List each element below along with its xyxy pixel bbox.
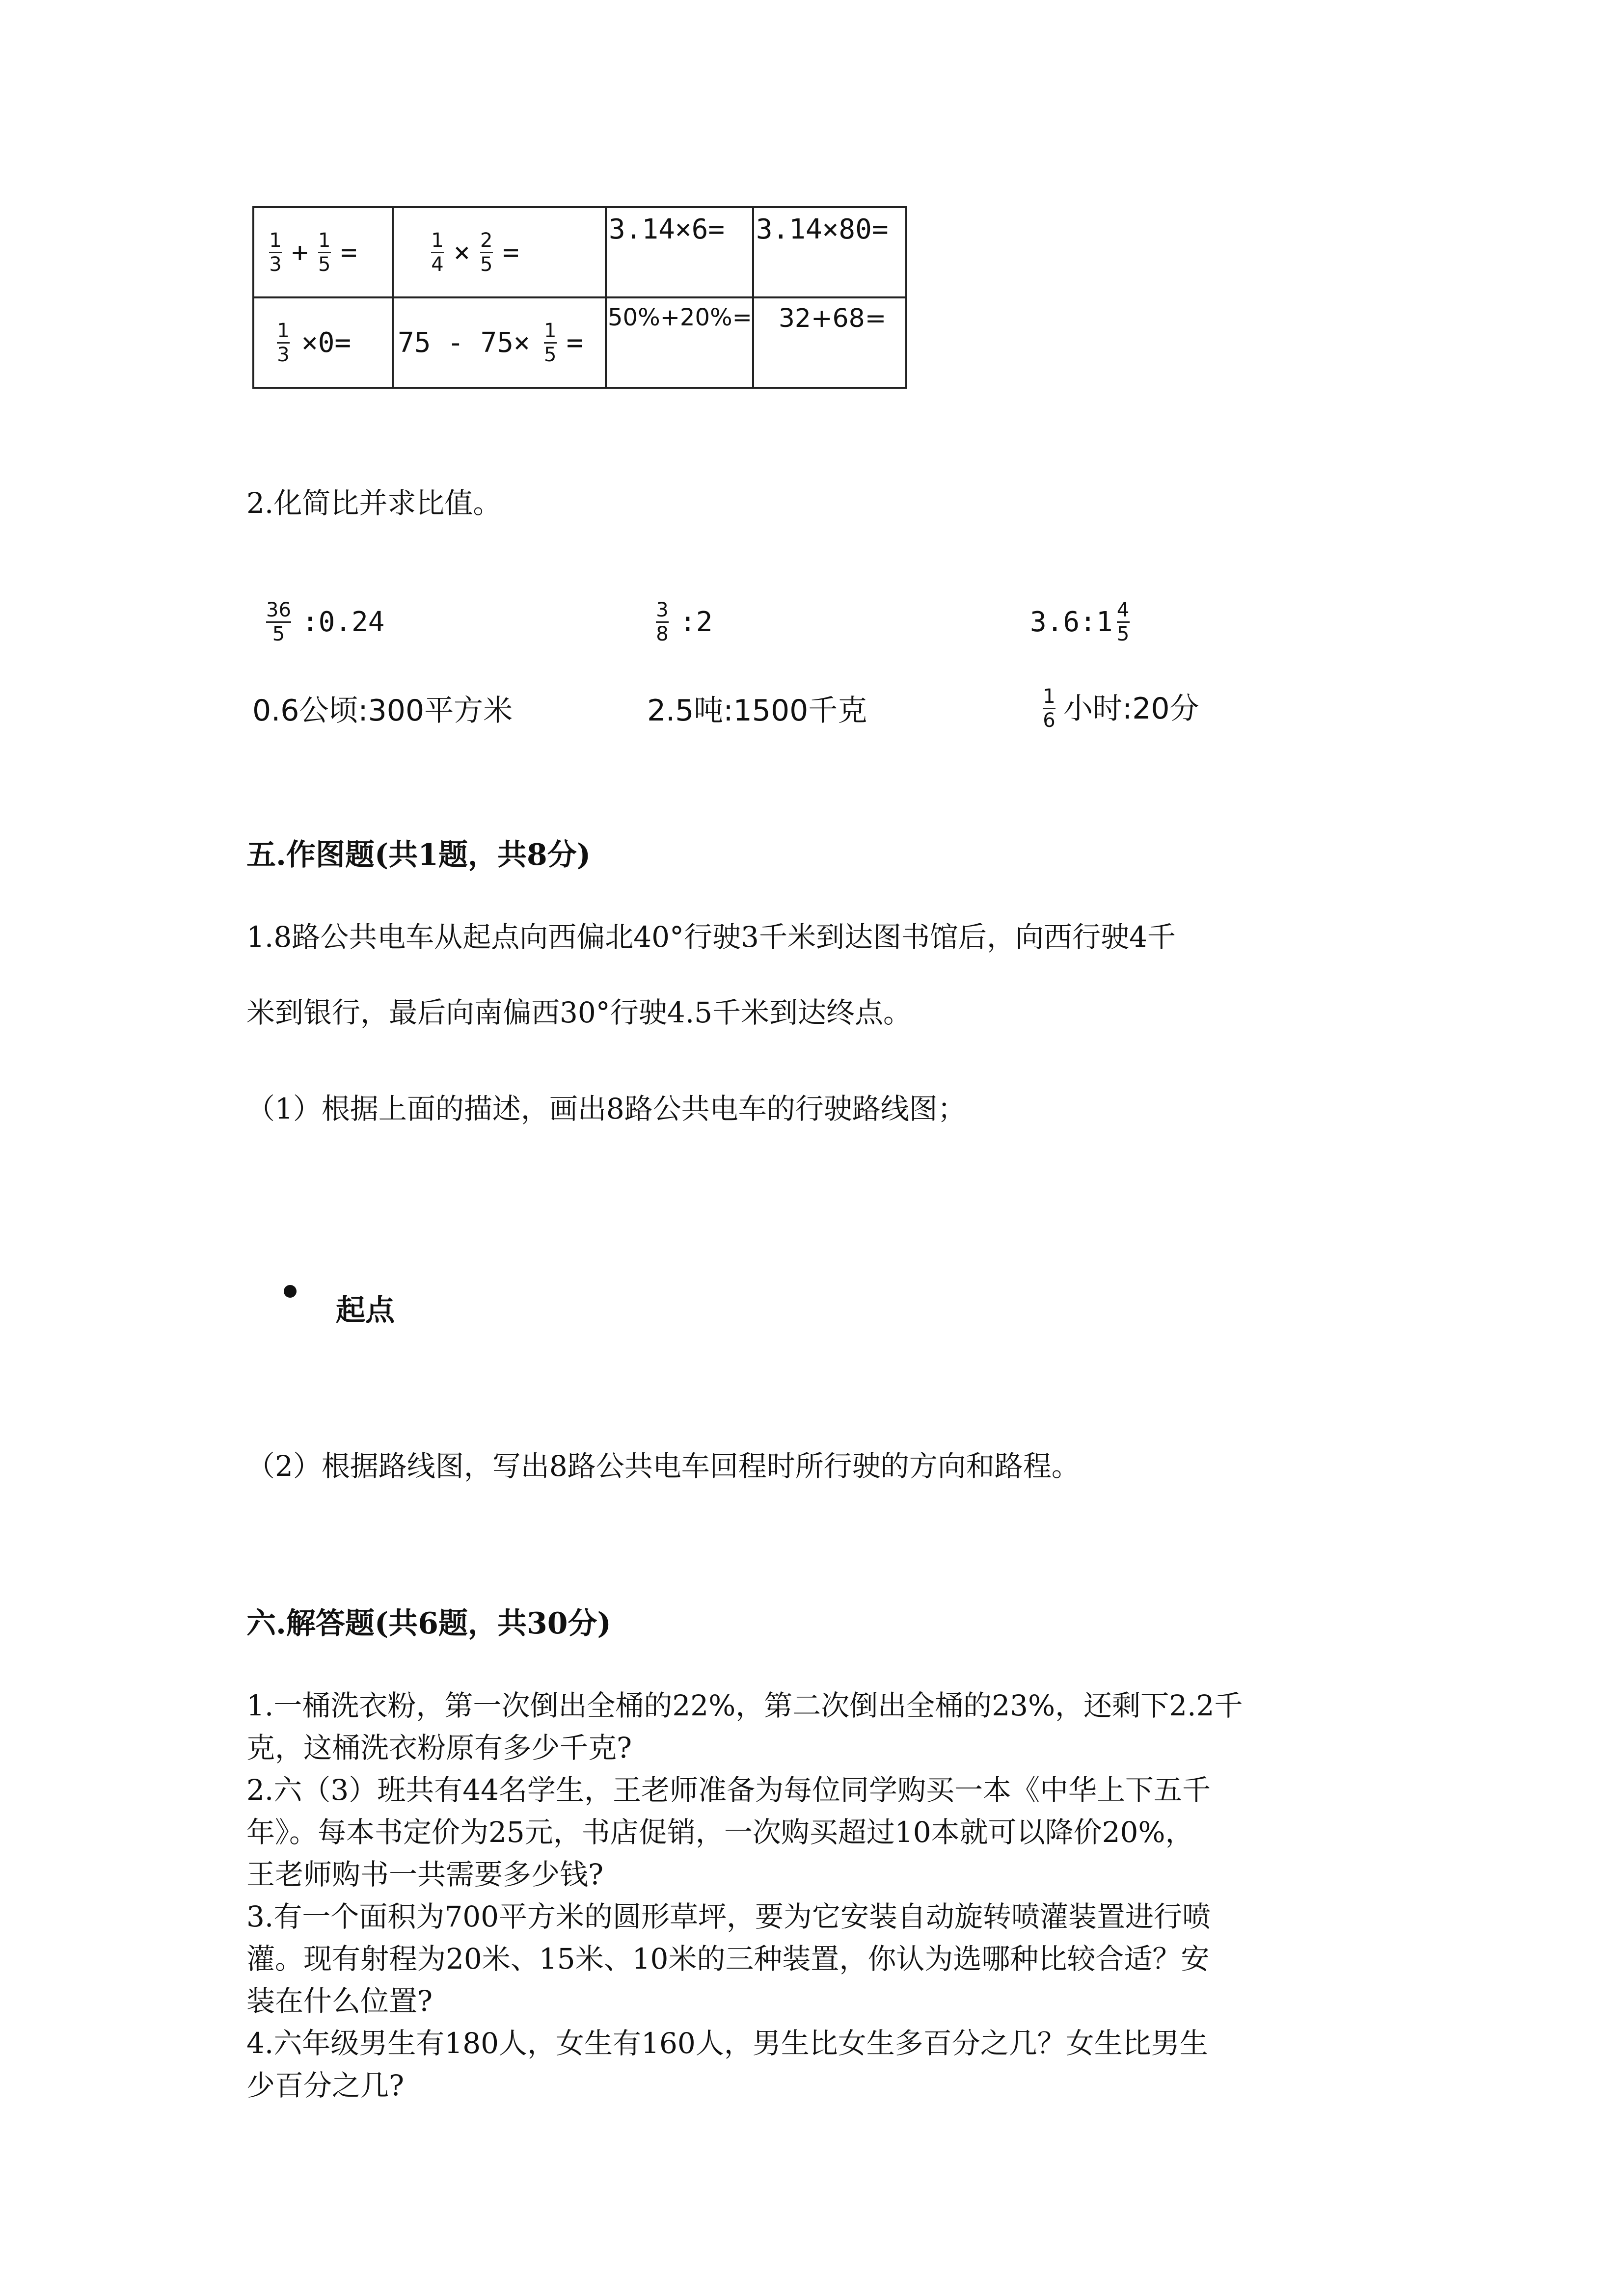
table-cell: $\frac{1}{3}$ + $\frac{1}{5}$ = bbox=[253, 207, 393, 297]
fraction: $\frac{1}{6}$ bbox=[1043, 685, 1056, 732]
question-title: 2.化简比并求比值。 bbox=[246, 486, 502, 520]
table-row bbox=[253, 297, 906, 388]
question-line: 年》。每本书定价为25元，书店促销，一次购买超过10本就可以降价20%， bbox=[246, 1815, 1194, 1849]
question-text: 1.8路公共电车从起点向西偏北40°行驶3千米到达图书馆后，向西行驶4千 bbox=[246, 920, 1176, 954]
table-row bbox=[253, 207, 906, 297]
fraction: $\frac{4}{5}$ bbox=[1116, 599, 1130, 645]
section-heading: 五.作图题(共1题，共8分) bbox=[246, 838, 591, 872]
question-line: 4.六年级男生有180人，女生有160人，男生比女生多百分之几？女生比男生 bbox=[246, 2027, 1208, 2060]
table-cell: $\frac{1}{4}$ × $\frac{2}{5}$ = bbox=[393, 207, 606, 297]
question-line: 3.有一个面积为700平方米的圆形草坪，要为它安装自动旋转喷灌装置进行喷 bbox=[246, 1900, 1211, 1933]
start-label: 起点 bbox=[336, 1293, 395, 1328]
fraction: $\frac{36}{5}$ bbox=[266, 599, 291, 645]
question-line: 1.一桶洗衣粉，第一次倒出全桶的22%，第二次倒出全桶的23%，还剩下2.2千 bbox=[246, 1689, 1243, 1722]
question-text: 米到银行，最后向南偏西30°行驶4.5千米到达终点。 bbox=[246, 996, 912, 1029]
fraction: $\frac{1}{5}$ bbox=[318, 229, 331, 276]
fraction: $\frac{2}{5}$ bbox=[480, 229, 493, 276]
question-line: 装在什么位置? bbox=[246, 1984, 433, 2018]
start-point-marker bbox=[284, 1285, 297, 1298]
question-part: （2）根据路线图，写出8路公共电车回程时所行驶的方向和路程。 bbox=[246, 1449, 1080, 1483]
table-cell: 3.14×6= bbox=[606, 207, 753, 297]
table-cell: 3.14×80= bbox=[753, 207, 906, 297]
calc-table bbox=[252, 206, 907, 389]
section-heading: 六.解答题(共6题，共30分) bbox=[246, 1606, 611, 1641]
fraction: $\frac{1}{3}$ bbox=[269, 229, 282, 276]
table-cell: 50%+20%= bbox=[606, 297, 753, 388]
fraction: $\frac{3}{8}$ bbox=[656, 599, 669, 645]
ratio-item: 2.5吨:1500千克 bbox=[647, 694, 867, 728]
table-cell: $\frac{1}{3}$ ×0= bbox=[253, 297, 393, 388]
table-cell: 75 - 75× $\frac{1}{5}$ = bbox=[393, 297, 606, 388]
fraction: $\frac{1}{5}$ bbox=[543, 319, 557, 366]
ratio-item: $\frac{1}{6}$ 小时:20分 bbox=[1043, 685, 1199, 732]
question-line: 2.六（3）班共有44名学生，王老师准备为每位同学购买一本《中华上下五千 bbox=[246, 1773, 1211, 1807]
ratio-item: $\frac{36}{5}$ :0.24 bbox=[266, 599, 385, 645]
question-part: （1）根据上面的描述，画出8路公共电车的行驶路线图； bbox=[246, 1092, 966, 1125]
ratio-item: $\frac{3}{8}$ :2 bbox=[656, 599, 713, 645]
ratio-item: 3.6:1 $\frac{4}{5}$ bbox=[1030, 599, 1130, 645]
question-line: 王老师购书一共需要多少钱? bbox=[246, 1858, 604, 1891]
fraction: $\frac{1}{4}$ bbox=[431, 229, 444, 276]
question-line: 少百分之几? bbox=[246, 2069, 405, 2102]
question-line: 克，这桶洗衣粉原有多少千克? bbox=[246, 1731, 632, 1764]
table-cell: 32+68= bbox=[753, 297, 906, 388]
fraction: $\frac{1}{3}$ bbox=[277, 319, 290, 366]
ratio-item: 0.6公顷:300平方米 bbox=[252, 694, 513, 728]
question-line: 灌。现有射程为20米、15米、10米的三种装置，你认为选哪种比较合适？安 bbox=[246, 1942, 1210, 1976]
